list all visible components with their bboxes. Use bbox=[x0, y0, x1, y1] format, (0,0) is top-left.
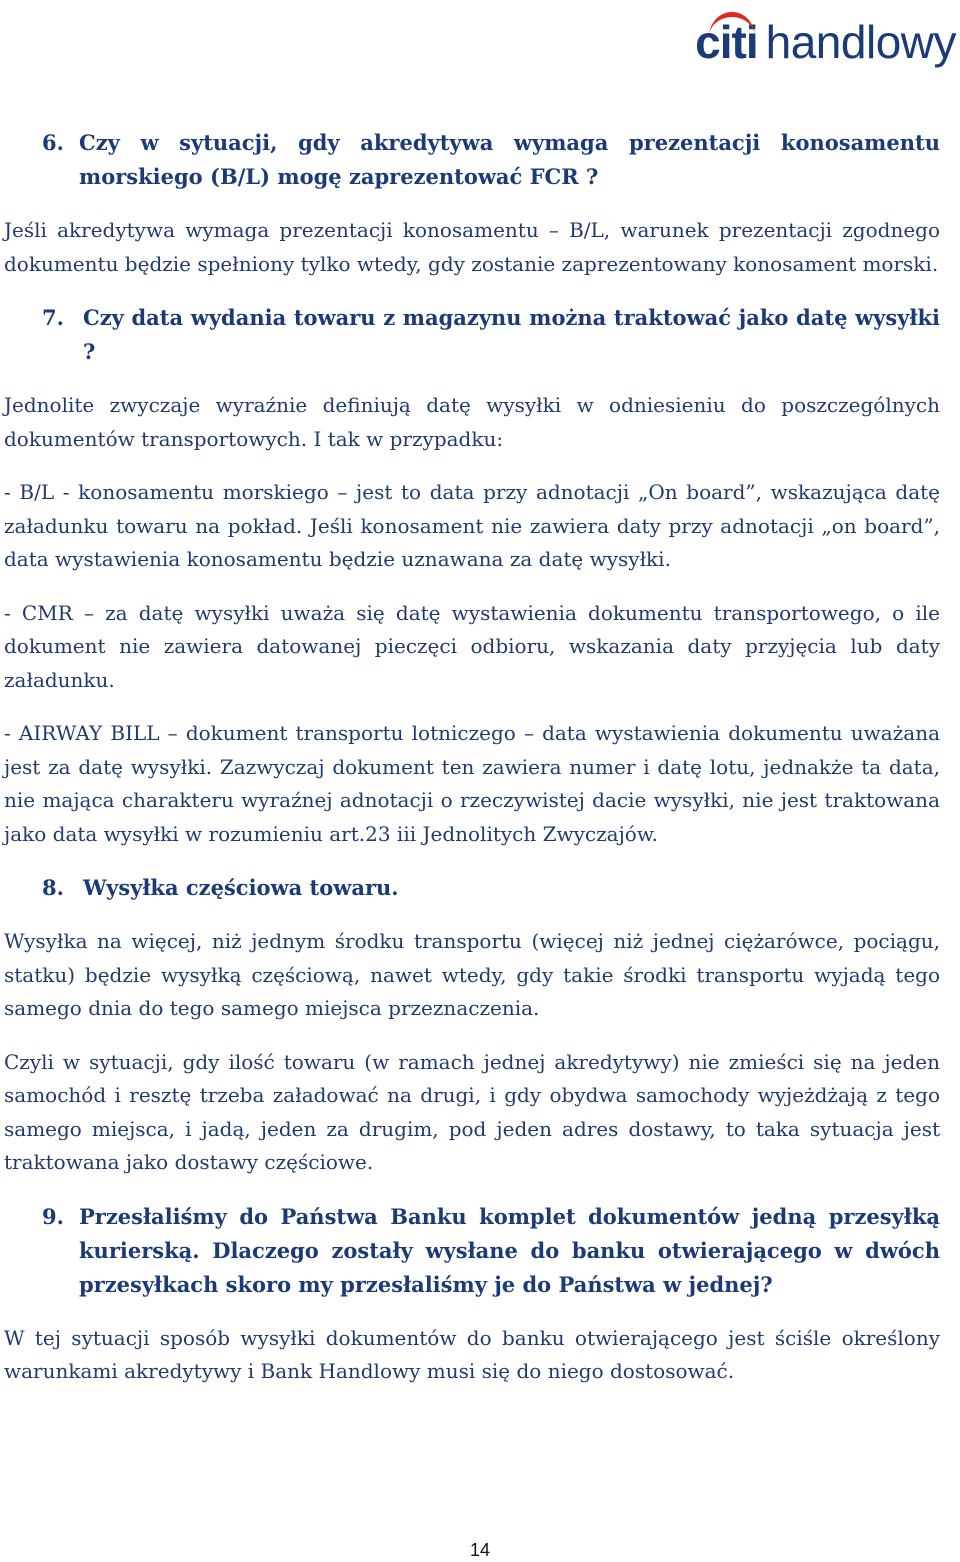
document-body bbox=[4, 126, 940, 1389]
logo-citi: citi bbox=[695, 18, 757, 66]
answer-7-bl: - B/L - konosamentu morskiego – jest to data przy adnotacji „On board”, wskazująca datę załadunku towaru na pokład. Jeśli konosament nie zawiera daty przy adnotacji „on board”, data wystawienia konosamentu będzie uznawana za datę wysyłki. bbox=[4, 480, 940, 571]
answer-6: Jeśli akredytywa wymaga prezentacji konosamentu – B/L, warunek prezentacji zgodnego dokumentu będzie spełniony tylko wtedy, gdy zostanie zaprezentowany konosament morski. bbox=[4, 218, 940, 276]
answer-9: W tej sytuacji sposób wysyłki dokumentów do banku otwierającego jest ściśle określony warunkami akredytywy i Bank Handlowy musi się do niego dostosować. bbox=[4, 1325, 940, 1383]
answer-8b: Czyli w sytuacji, gdy ilość towaru (w ramach jednej akredytywy) nie zmieści się na jeden samochód i resztę trzeba załadować na drugi, i gdy obydwa samochody wyjeżdżają z tego samego miejsca, i jadą, jeden za drugim, pod jeden adres dostawy, to taka sytuacja jest traktowana jako dostawy częściowe. bbox=[4, 1049, 940, 1174]
page-number: 14 bbox=[469, 1540, 491, 1560]
answer-7-intro: Jednolite zwyczaje wyraźnie definiują datę wysyłki w odniesieniu do poszczególnych dokumentów transportowych. I tak w przypadku: bbox=[4, 393, 940, 451]
question-number: 8. bbox=[42, 875, 64, 900]
logo-handlowy: handlowy bbox=[765, 16, 956, 68]
question-number: 9. bbox=[42, 1203, 64, 1229]
question-text: Przesłaliśmy do Państwa Banku komplet dokumentów jedną przesyłką kurierską. Dlaczego zostały wysłane do banku otwierającego w dwóch przesyłkach skoro my przesłaliśmy je do Państwa w jednej? bbox=[79, 1203, 940, 1297]
question-8 bbox=[42, 871, 940, 905]
question-9 bbox=[42, 1200, 940, 1302]
question-number: 6. bbox=[42, 130, 64, 155]
question-text: Czy data wydania towaru z magazynu można traktować jako datę wysyłki ? bbox=[83, 305, 940, 364]
question-number: 7. bbox=[42, 305, 64, 330]
citi-handlowy-logo bbox=[695, 10, 956, 66]
question-6 bbox=[42, 126, 940, 194]
question-7 bbox=[42, 301, 940, 369]
question-text: Wysyłka częściowa towaru. bbox=[83, 875, 399, 900]
answer-8a: Wysyłka na więcej, niż jednym środku transportu (więcej niż jednej ciężarówce, pociągu, statku) będzie wysyłką częściową, nawet wtedy, gdy takie środki transportu wyjadą tego samego dnia do tego samego miejsca przeznaczenia. bbox=[4, 929, 940, 1020]
question-text: Czy w sytuacji, gdy akredytywa wymaga prezentacji konosamentu morskiego (B/L) mogę zaprezentować FCR ? bbox=[79, 130, 940, 189]
answer-7-cmr: - CMR – za datę wysyłki uważa się datę wystawienia dokumentu transportowego, o ile dokument nie zawiera datowanej pieczęci odbioru, wskazania daty przyjęcia lub daty załadunku. bbox=[4, 600, 940, 692]
answer-7-airway-bill: - AIRWAY BILL – dokument transportu lotniczego – data wystawienia dokumentu uważana jest za datę wysyłki. Zazwyczaj dokument ten zawiera numer i datę lotu, jednakże ta data, nie mająca charakteru wyraźnej adnotacji o rzeczywistej dacie wysyłki, nie jest traktowana jako data wysyłki w rozumieniu art.23 iii Jednolitych Zwyczajów. bbox=[4, 721, 940, 846]
